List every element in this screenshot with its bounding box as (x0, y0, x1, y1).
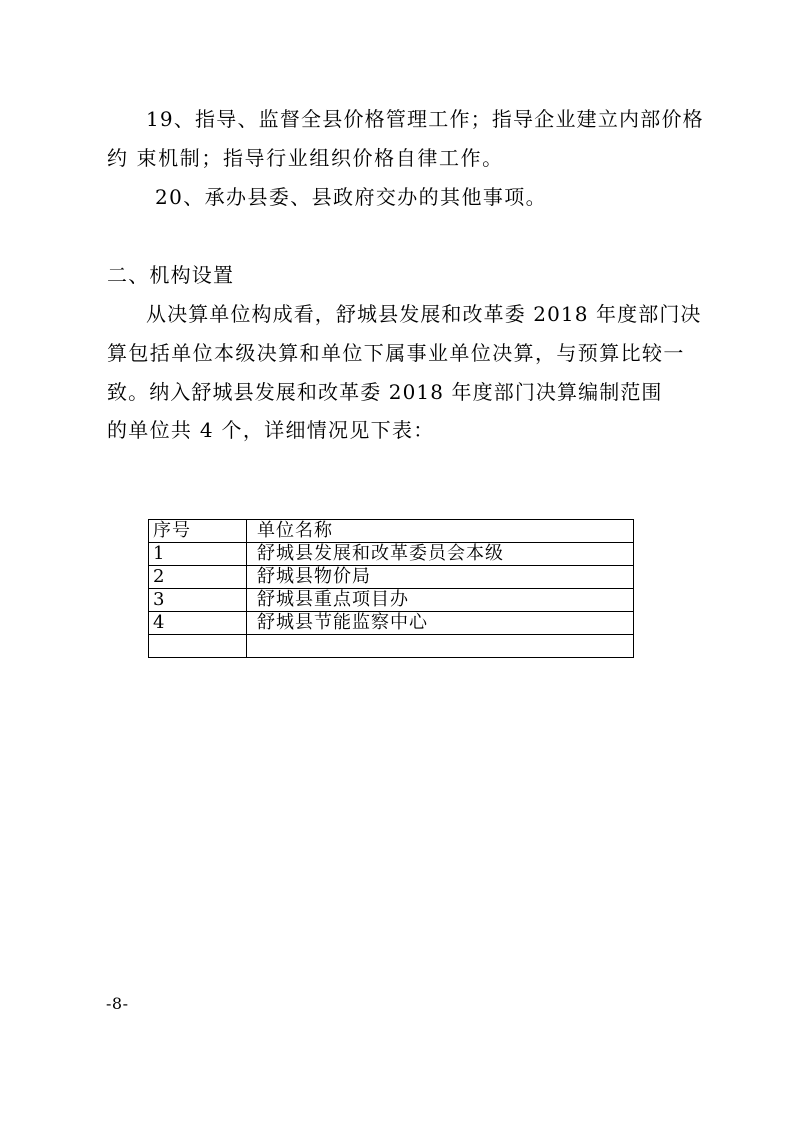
table-cell-number (149, 635, 247, 658)
paragraph-structure-line-2: 算包括单位本级决算和单位下属事业单位决算，与预算比较一 (107, 341, 685, 365)
paragraph-structure-line-3: 致。纳入舒城县发展和改革委 2018 年度部门决算编制范围 (107, 380, 663, 404)
header-cell-number: 序号 (149, 520, 247, 543)
paragraph-structure-line-1: 从决算单位构成看，舒城县发展和改革委 2018 年度部门决 (146, 302, 702, 326)
units-table (148, 519, 634, 658)
table-row (149, 589, 634, 612)
table-header-row (149, 520, 634, 543)
section-heading: 二、机构设置 (107, 263, 235, 287)
table-row (149, 612, 634, 635)
table-cell-number: 1 (149, 543, 247, 566)
table-cell-unit-name: 舒城县重点项目办 (247, 589, 634, 612)
header-cell-unit-name: 单位名称 (247, 520, 634, 543)
paragraph-item-19-cont: 约 束机制；指导行业组织价格自律工作。 (107, 146, 504, 170)
table-cell-unit-name: 舒城县节能监察中心 (247, 612, 634, 635)
table-cell-number: 3 (149, 589, 247, 612)
table-row (149, 543, 634, 566)
page-number: -8- (106, 994, 129, 1013)
paragraph-item-20: 20、承办县委、县政府交办的其他事项。 (155, 185, 548, 209)
table-cell-unit-name: 舒城县物价局 (247, 566, 634, 589)
paragraph-structure-line-4: 的单位共 4 个，详细情况见下表： (107, 418, 435, 442)
table-row (149, 566, 634, 589)
table-cell-number: 4 (149, 612, 247, 635)
table-row-empty (149, 635, 634, 658)
table-cell-unit-name (247, 635, 634, 658)
table-cell-unit-name: 舒城县发展和改革委员会本级 (247, 543, 634, 566)
table-cell-number: 2 (149, 566, 247, 589)
paragraph-item-19: 19、指导、监督全县价格管理工作；指导企业建立内部价格 (146, 107, 704, 131)
